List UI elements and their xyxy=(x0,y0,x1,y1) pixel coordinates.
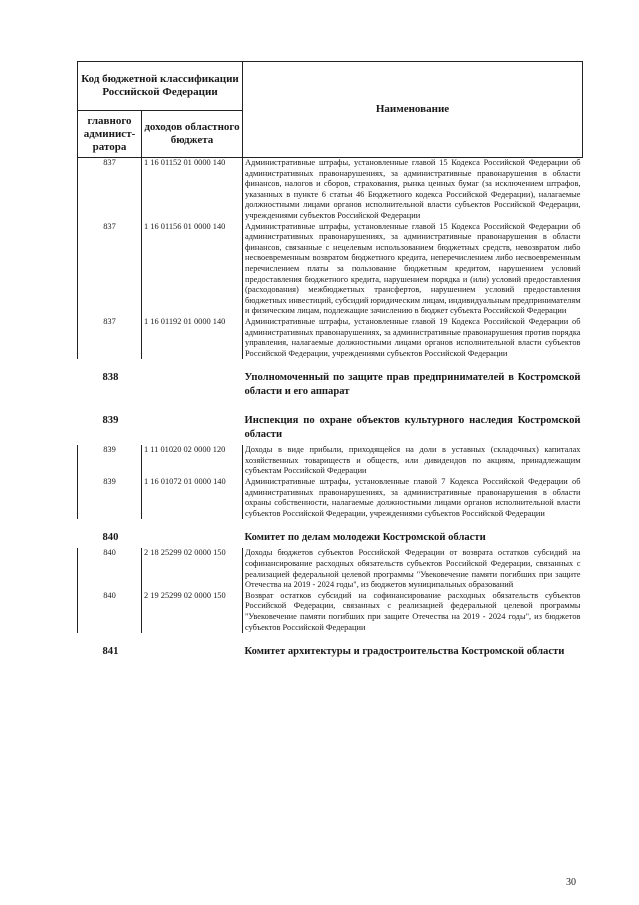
header-main-administrator: главного админист-ратора xyxy=(78,111,142,158)
entity-title: Комитет архитектуры и градостроительства Костромской области xyxy=(244,646,565,658)
table-row xyxy=(78,222,583,317)
entity-heading-row xyxy=(78,402,583,445)
page-number: 30 xyxy=(566,877,576,888)
income-code: 1 16 01156 01 0000 140 xyxy=(142,222,243,317)
income-code: 1 16 01192 01 0000 140 xyxy=(142,317,243,359)
admin-code: 840 xyxy=(78,591,142,633)
admin-code: 839 xyxy=(78,445,142,477)
admin-code: 840 xyxy=(102,532,119,544)
header-income: доходов областного бюджета xyxy=(142,111,243,158)
budget-classification-table xyxy=(77,61,583,662)
admin-code: 837 xyxy=(78,222,142,317)
admin-code: 837 xyxy=(78,317,142,359)
income-code: 2 19 25299 02 0000 150 xyxy=(142,591,243,633)
table-row xyxy=(78,445,583,477)
admin-code: 837 xyxy=(78,158,142,222)
entity-title: Комитет по делам молодежи Костромской области xyxy=(244,532,486,544)
table-row xyxy=(78,548,583,590)
entity-heading-row xyxy=(78,633,583,662)
header-budget-classification: Код бюджетной классификации Российской Федерации xyxy=(78,62,243,111)
admin-code: 839 xyxy=(78,477,142,519)
income-code: 2 18 25299 02 0000 150 xyxy=(142,548,243,590)
income-description: Административные штрафы, установленные главой 7 Кодекса Российской Федерации об административных правонарушениях, за административные правонарушения в области охраны собственности, налагаемые должностными лицами органов исполнительной власти субъектов Российской Федерации, учреждениями субъектов Российской Федерации xyxy=(245,477,581,518)
admin-code: 839 xyxy=(102,415,119,427)
income-code: 1 11 01020 02 0000 120 xyxy=(142,445,243,477)
income-code: 1 16 01152 01 0000 140 xyxy=(142,158,243,222)
income-description: Административные штрафы, установленные главой 15 Кодекса Российской Федерации об административных правонарушениях, за административные правонарушения в области финансов, связанные с нецелевым использованием бюджетных средств, невозвратом либо несвоевременным возвратом бюджетного кредита, неперечислением либо несвоевременным перечислением платы за пользование бюджетным кредитом, нарушением условий предоставления бюджетного кредита, нарушением порядка и (или) условий предоставления (расходования) межбюджетных трансфертов, нарушением условий предоставления бюджетных инвестиций, субсидий юридическим лицам, индивидуальным предпринимателям и физическим лицам, подлежащие зачислению в бюджет субъекта Российской Федерации xyxy=(245,221,581,316)
entity-title: Уполномоченный по защите прав предпринимателей в Костромской области и его аппарат xyxy=(244,372,581,398)
income-description: Доходы бюджетов субъектов Российской Федерации от возврата остатков субсидий на софинансирование расходных обязательств субъектов Российской Федерации, связанных с реализацией федеральной целевой программы "Увековечение памяти погибших при защите Отечества на 2019 - 2024 годы", из бюджетов муниципальных образований xyxy=(245,548,581,590)
income-description: Доходы в виде прибыли, приходящейся на доли в уставных (складочных) капиталах хозяйственных товариществ и обществ, или дивидендов по акциям, принадлежащим субъектам Российской Федерации xyxy=(245,445,581,476)
entity-heading-row xyxy=(78,359,583,402)
header-name: Наименование xyxy=(243,62,583,158)
income-description: Административные штрафы, установленные главой 19 Кодекса Российской Федерации об административных правонарушениях, за административные правонарушения против порядка управления, налагаемые должностными лицами органов исполнительной власти субъектов Российской Федерации, учреждениями субъектов Российской Федерации xyxy=(245,316,581,358)
admin-code: 838 xyxy=(102,372,119,384)
table-row xyxy=(78,591,583,633)
admin-code: 841 xyxy=(102,646,119,658)
table-row xyxy=(78,158,583,222)
income-description: Административные штрафы, установленные главой 15 Кодекса Российской Федерации об административных правонарушениях, за административные правонарушения в области финансов, налогов и сборов, страхования, рынка ценных бумаг (за исключением штрафов, указанных в пункте 6 статьи 46 Бюджетного кодекса Российской Федерации), налагаемые должностными лицами органов исполнительной власти субъектов Российской Федерации, учреждениями субъектов Российской Федерации xyxy=(245,158,581,220)
entity-title: Инспекция по охране объектов культурного наследия Костромской области xyxy=(244,415,581,441)
table-row xyxy=(78,317,583,359)
income-description: Возврат остатков субсидий на софинансирование расходных обязательств субъектов Российской Федерации, связанных с реализацией федеральной целевой программы "Увековечение памяти погибших при защите Отечества на 2019 - 2024 годы", из бюджетов субъектов Российской Федерации xyxy=(245,590,581,632)
income-code: 1 16 01072 01 0000 140 xyxy=(142,477,243,519)
entity-heading-row xyxy=(78,519,583,548)
admin-code: 840 xyxy=(78,548,142,590)
table-row xyxy=(78,477,583,519)
